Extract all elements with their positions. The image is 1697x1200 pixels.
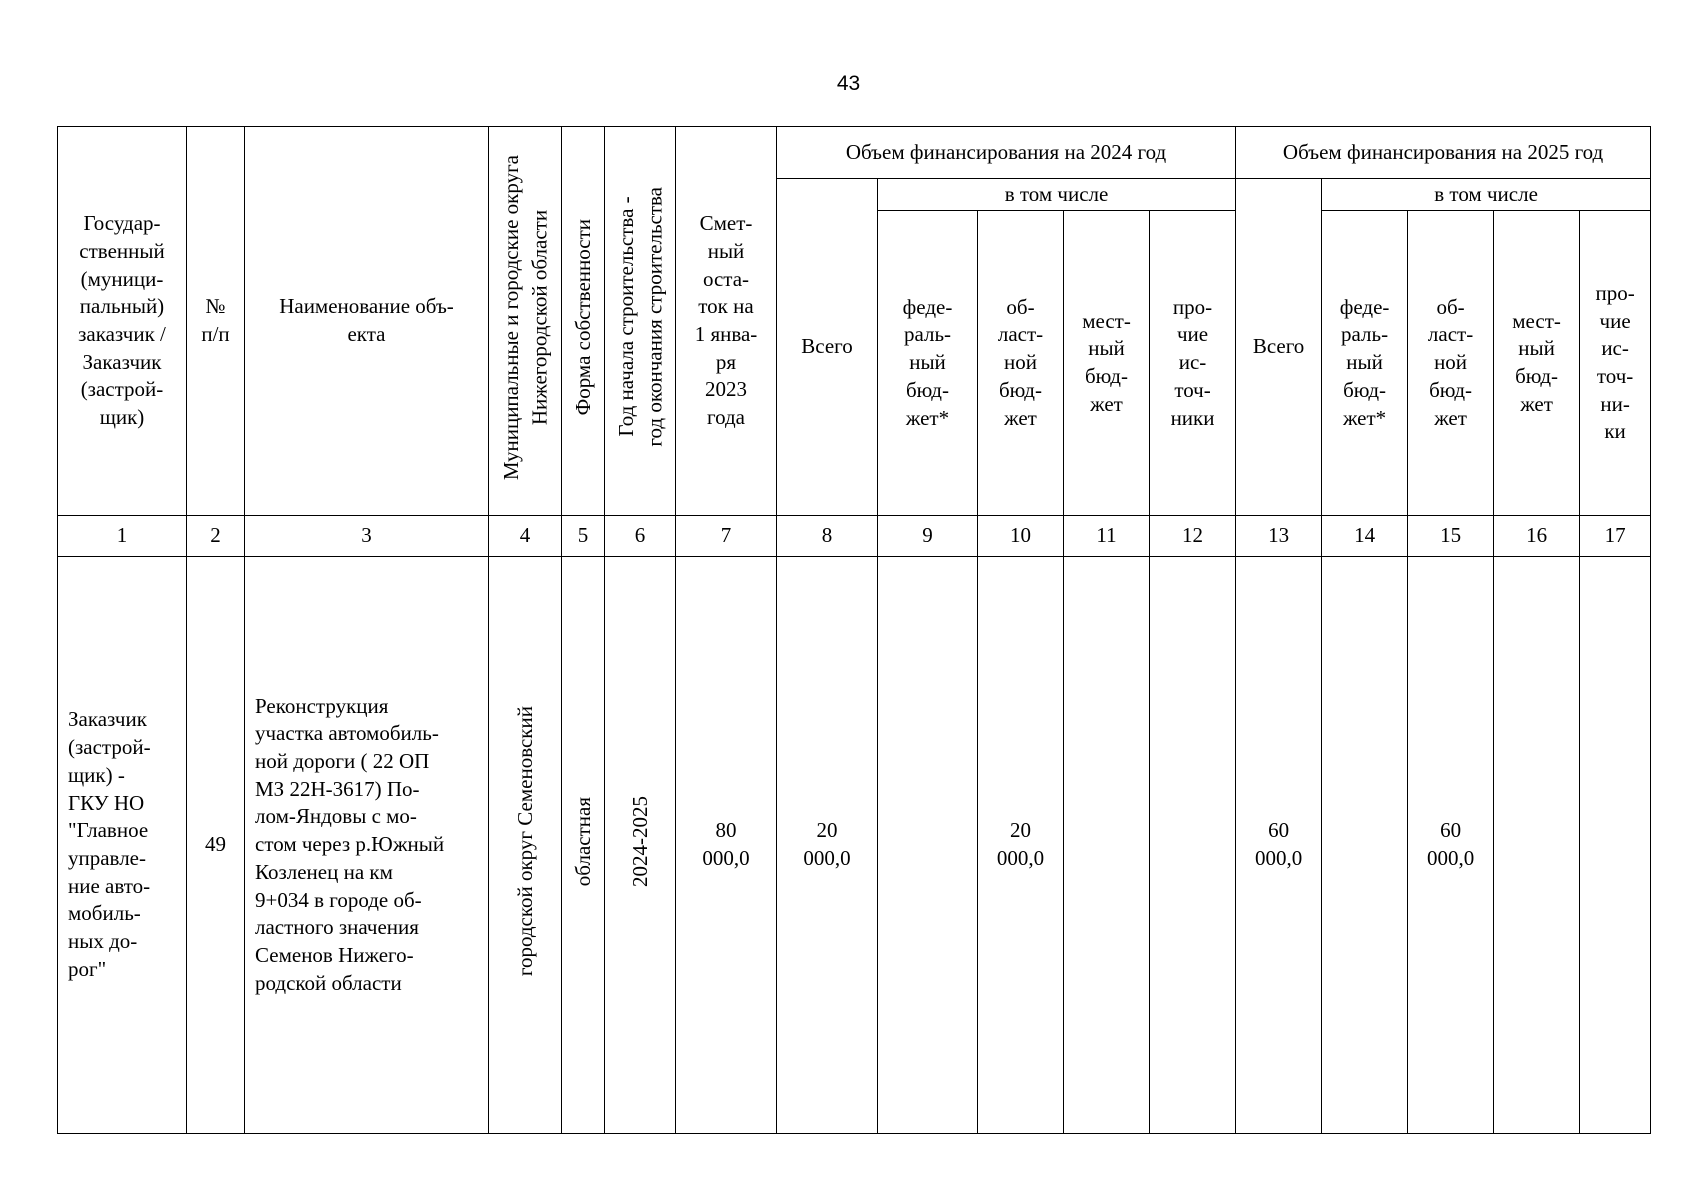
construction-financing-table [57, 126, 1651, 1134]
cell-municipality [489, 557, 562, 1134]
column-number: 2 [187, 516, 245, 557]
cell-federal-2024 [878, 557, 978, 1134]
column-number: 13 [1236, 516, 1322, 557]
column-number: 7 [676, 516, 777, 557]
header-fin-2025: Объем финансирования на 2025 год [1236, 127, 1651, 179]
header-years-text: Год начала строительства - год окончания строительства [613, 187, 666, 447]
header-regional-2025: об- ласт- ной бюд- жет [1408, 211, 1494, 516]
cell-years [605, 557, 676, 1134]
header-other-2025: про- чие ис- точ- ни- ки [1580, 211, 1651, 516]
header-including-2025: в том числе [1322, 179, 1651, 211]
column-number: 1 [58, 516, 187, 557]
column-number: 16 [1494, 516, 1580, 557]
column-number: 11 [1064, 516, 1150, 557]
column-number: 14 [1322, 516, 1408, 557]
header-row-1 [58, 127, 1651, 179]
page-number: 43 [836, 72, 861, 95]
header-years [605, 127, 676, 516]
cell-regional-2024: 20 000,0 [978, 557, 1064, 1134]
column-number: 9 [878, 516, 978, 557]
header-ownership [562, 127, 605, 516]
header-municipality [489, 127, 562, 516]
header-total-2024: Всего [777, 179, 878, 516]
column-number: 5 [562, 516, 605, 557]
cell-remainder: 80 000,0 [676, 557, 777, 1134]
header-regional-2024: об- ласт- ной бюд- жет [978, 211, 1064, 516]
header-num: № п/п [187, 127, 245, 516]
header-fin-2024: Объем финансирования на 2024 год [777, 127, 1236, 179]
column-number: 3 [245, 516, 489, 557]
cell-total-2025: 60 000,0 [1236, 557, 1322, 1134]
column-number: 6 [605, 516, 676, 557]
header-municipality-text: Муниципальные и городские округа Нижегородской области [498, 154, 551, 480]
header-customer: Государ- ственный (муници- пальный) заказчик / Заказчик (застрой- щик) [58, 127, 187, 516]
column-number: 4 [489, 516, 562, 557]
cell-federal-2025 [1322, 557, 1408, 1134]
table-row [58, 557, 1651, 1134]
header-object-name: Наименование объ- екта [245, 127, 489, 516]
header-other-2024: про- чие ис- точ- ники [1150, 211, 1236, 516]
column-number: 15 [1408, 516, 1494, 557]
header-local-2024: мест- ный бюд- жет [1064, 211, 1150, 516]
header-federal-2024: феде- раль- ный бюд- жет* [878, 211, 978, 516]
column-number: 12 [1150, 516, 1236, 557]
column-number: 10 [978, 516, 1064, 557]
cell-regional-2025: 60 000,0 [1408, 557, 1494, 1134]
cell-total-2024: 20 000,0 [777, 557, 878, 1134]
header-local-2025: мест- ный бюд- жет [1494, 211, 1580, 516]
cell-other-2024 [1150, 557, 1236, 1134]
cell-years-text: 2024-2025 [627, 795, 652, 887]
cell-object-name: Реконструкция участка автомобиль- ной дороги ( 22 ОП МЗ 22Н-3617) По- лом-Яндовы с мо- стом через р.Южный Козленец на км 9+034 в городе об- ластного значения Семенов Нижего- родской области [245, 557, 489, 1134]
cell-local-2024 [1064, 557, 1150, 1134]
header-ownership-text: Форма собственности [570, 218, 595, 416]
cell-customer: Заказчик (застрой- щик) - ГКУ НО "Главное управле- ние авто- мобиль- ных до- рог" [58, 557, 187, 1134]
header-including-2024: в том числе [878, 179, 1236, 211]
cell-local-2025 [1494, 557, 1580, 1134]
header-remainder: Смет- ный оста- ток на 1 янва- ря 2023 года [676, 127, 777, 516]
header-federal-2025: феде- раль- ный бюд- жет* [1322, 211, 1408, 516]
cell-num: 49 [187, 557, 245, 1134]
header-total-2025: Всего [1236, 179, 1322, 516]
cell-ownership-text: областная [570, 796, 595, 886]
column-number: 8 [777, 516, 878, 557]
cell-municipality-text: городской округ Семеновский [512, 706, 537, 977]
cell-ownership [562, 557, 605, 1134]
cell-other-2025 [1580, 557, 1651, 1134]
column-numbers-row [58, 516, 1651, 557]
column-number: 17 [1580, 516, 1651, 557]
